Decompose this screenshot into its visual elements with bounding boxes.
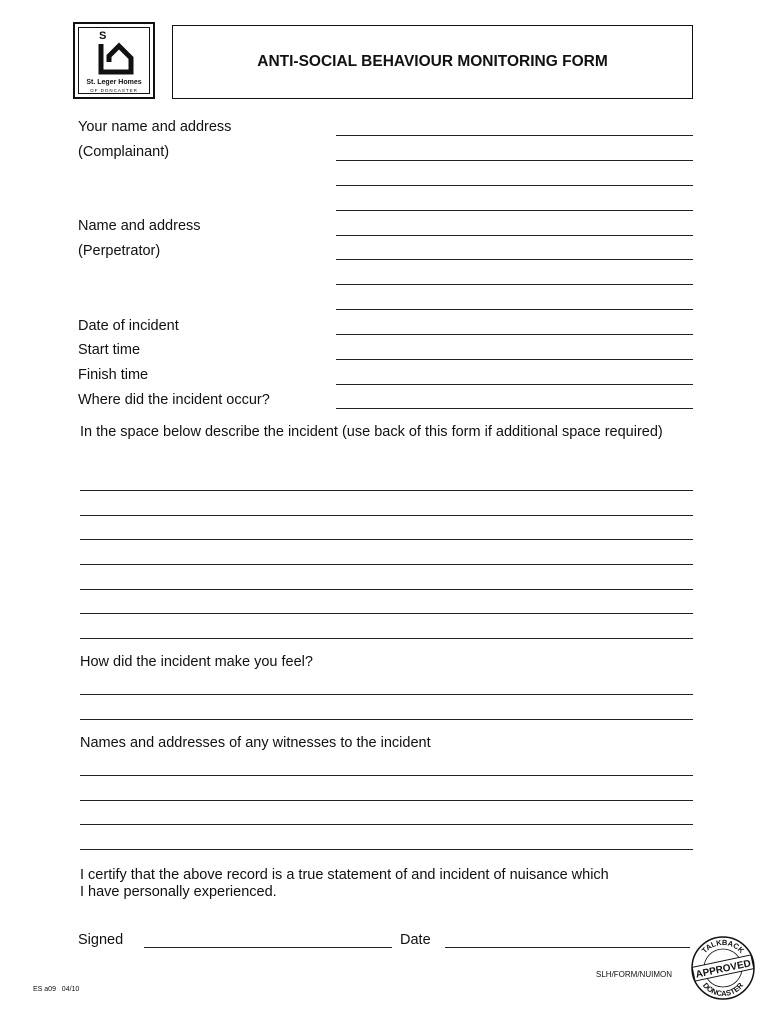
describe-line-7[interactable]: [80, 638, 693, 639]
perpetrator-line-2[interactable]: [336, 259, 693, 260]
form-code: SLH/FORM/NUIMON: [596, 970, 672, 979]
date-of-incident-line[interactable]: [336, 334, 693, 335]
perpetrator-label: Name and address: [78, 218, 201, 234]
signature-date-label: Date: [400, 932, 431, 948]
logo-name: St. Leger Homes: [86, 79, 142, 86]
complainant-sublabel: (Complainant): [78, 144, 170, 160]
perpetrator-sublabel: (Perpetrator): [78, 243, 161, 259]
feel-line-2[interactable]: [80, 719, 693, 720]
start-time-line[interactable]: [336, 359, 693, 360]
describe-line-6[interactable]: [80, 613, 693, 614]
perpetrator-line-3[interactable]: [336, 284, 693, 285]
logo: [73, 22, 155, 99]
complainant-line-1[interactable]: [336, 135, 693, 136]
signed-label: Signed: [78, 932, 124, 948]
stamp-bottom-text: DONCASTER: [700, 980, 746, 999]
stamp-middle-text: APPROVED: [694, 958, 752, 981]
complainant-line-3[interactable]: [336, 185, 693, 186]
witness-line-2[interactable]: [80, 800, 693, 801]
signature-date-line[interactable]: [445, 947, 690, 948]
complainant-line-2[interactable]: [336, 160, 693, 161]
witness-line-3[interactable]: [80, 824, 693, 825]
describe-prompt: In the space below describe the incident (use back of this form if additional space required): [80, 424, 663, 440]
finish-time-label: Finish time: [78, 367, 149, 383]
describe-line-3[interactable]: [80, 539, 693, 540]
perpetrator-line-4[interactable]: [336, 309, 693, 310]
feel-prompt: How did the incident make you feel?: [80, 654, 313, 670]
form-title: [172, 25, 693, 99]
complainant-label: Your name and address: [78, 119, 232, 135]
feel-line-1[interactable]: [80, 694, 693, 695]
house-icon: [97, 40, 137, 76]
certify-statement: I certify that the above record is a true statement of and incident of nuisance which I have personally experienced.: [80, 867, 609, 900]
logo-subtitle: OF DONCASTER: [90, 88, 138, 93]
svg-text:TALKBACK: [700, 938, 747, 956]
start-time-label: Start time: [78, 342, 141, 358]
form-reference: ES a09 04/10: [33, 986, 80, 993]
witness-line-4[interactable]: [80, 849, 693, 850]
date-of-incident-label: Date of incident: [78, 318, 179, 334]
describe-line-5[interactable]: [80, 589, 693, 590]
describe-line-2[interactable]: [80, 515, 693, 516]
approved-stamp: [690, 935, 756, 1001]
describe-line-1[interactable]: [80, 490, 693, 491]
describe-line-4[interactable]: [80, 564, 693, 565]
witness-prompt: Names and addresses of any witnesses to the incident: [80, 735, 431, 751]
form-title-text: ANTI-SOCIAL BEHAVIOUR MONITORING FORM: [257, 53, 608, 70]
location-line[interactable]: [336, 408, 693, 409]
logo-letter: S: [99, 30, 107, 42]
finish-time-line[interactable]: [336, 384, 693, 385]
signature-line[interactable]: [144, 947, 392, 948]
stamp-top-text: TALKBACK: [699, 937, 747, 956]
location-label: Where did the incident occur?: [78, 392, 270, 408]
witness-line-1[interactable]: [80, 775, 693, 776]
complainant-line-4[interactable]: [336, 210, 693, 211]
perpetrator-line-1[interactable]: [336, 235, 693, 236]
